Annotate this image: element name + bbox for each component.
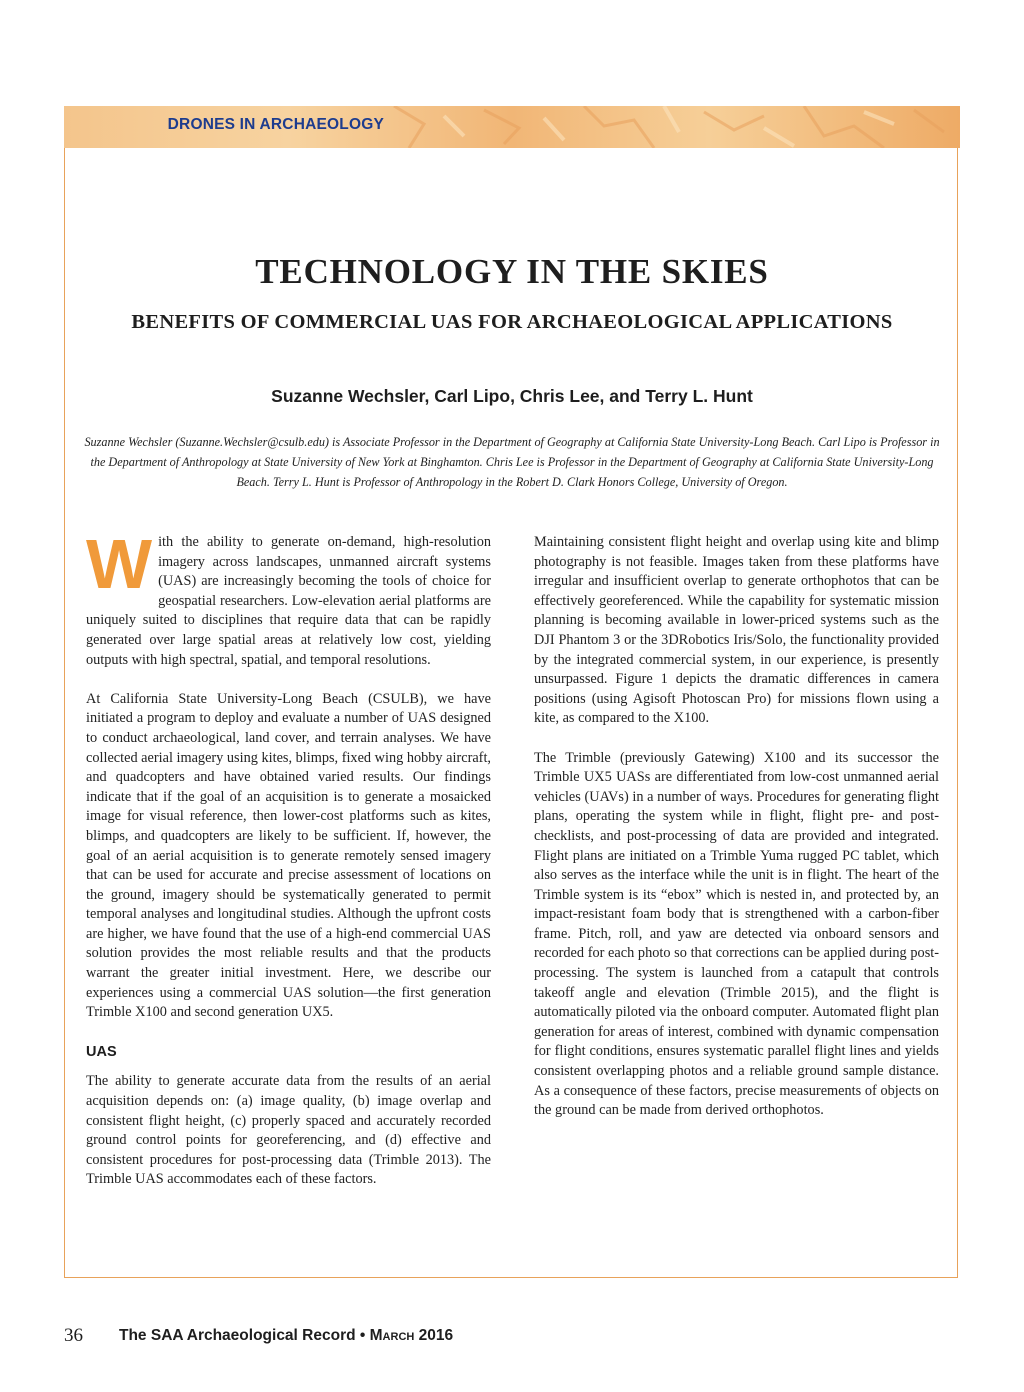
intro-text: ith the ability to generate on-demand, high-resolution imagery across landscapes, unmanned aircraft systems (UAS) are increasingly becoming the tools of choice for geospatial researchers. Low-elevation aerial platforms are uniquely suited to disciplines that require data that can be rapidly generated over large spatial areas at relatively low cost, yielding outputs with high spectral, spatial, and temporal resolutions. — [86, 534, 491, 668]
footer-separator: • — [359, 1327, 366, 1344]
text-column-right — [534, 533, 939, 1140]
paragraph-csulb: At California State University-Long Beach (CSULB), we have initiated a program to deploy and evaluate a number of UAS designed to conduct archaeological, land cover, and terrain analyses. We have collected aerial imagery using kites, blimps, fixed wing hobby aircraft, and quadcopters and have obtained varied results. Our findings indicate that if the goal of an acquisition is to generate a mosaicked image for visual reference, then lower-cost platforms such as kites, blimps, and quadcopters are likely to be sufficient. If, however, the goal of an aerial acquisition is to generate remotely sensed imagery that can be used for accurate and precise assessment of locations on the ground, imagery should be systematically generated to permit temporal analyses and longitudinal studies. Although the upfront costs are higher, we have found that the use of a high-end commercial UAS solution provides the most reliable results and that the products warrant the greater initial investment. Here, we describe our experiences using a commercial UAS solution—the first generation Trimble X100 and second generation UX5. — [86, 690, 491, 1021]
page-footer — [64, 1325, 664, 1351]
paragraph-intro — [86, 525, 491, 670]
section-label: DRONES IN ARCHAEOLOGY — [167, 116, 384, 133]
journal-citation — [119, 1327, 453, 1345]
issue-date: March 2016 — [369, 1327, 454, 1344]
text-column-left — [86, 525, 491, 1210]
section-heading-uas: UAS — [86, 1043, 117, 1060]
article-subtitle: BENEFITS OF COMMERCIAL UAS FOR ARCHAEOLOGICAL APPLICATIONS — [131, 311, 893, 333]
paragraph-trimble: The Trimble (previously Gatewing) X100 and its successor the Trimble UX5 UASs are differentiated from low-cost unmanned aerial vehicles (UAVs) in a number of ways. Procedures for generating flight plans, operating the system while in flight, flight pre- and post-checklists, and post-processing of data are provided and integrated. Flight plans are initiated on a Trimble Yuma rugged PC tablet, which also serves as the interface while the unit is in flight. The heart of the Trimble system is its “ebox” which is nested in, and protected by, an impact-resistant foam body that is strengthened with a carbon-fiber frame. Pitch, roll, and yaw are detected via onboard sensors and recorded for each photo so that corrections can be applied during post-processing. The system is launched from a catapult that controls takeoff angle and elevation (Trimble 2015), and the flight is automatically piloted via the onboard computer. Automated flight plan generation for areas of interest, combined with dynamic compensation for flight conditions, ensures systematic parallel flight lines and yields consistent overlapping photos and a reliable ground sample distance. As a consequence of these factors, precise measurements of objects on the ground can be made from derived orthophotos. — [534, 749, 939, 1119]
page-number: 36 — [64, 1325, 83, 1346]
paragraph-flight-height: Maintaining consistent flight height and overlap using kite and blimp photography is not feasible. Images taken from these platforms have irregular and insufficient overlap to generate orthophotos that can be effectively georeferenced. While the capability for systematic mission planning is becoming available in lower-priced systems such as the DJI Phantom 3 or the 3DRobotics Iris/Solo, the functionality provided by the integrated commercial system, in our experience, is presently unsurpassed. Figure 1 depicts the dramatic differences in camera positions (using Agisoft Photoscan Pro) for missions flown using a kite, as compared to the X100. — [534, 534, 939, 727]
section-banner — [64, 106, 960, 148]
author-bios: Suzanne Wechsler (Suzanne.Wechsler@csulb.edu) is Associate Professor in the Department of Geography at California State University-Long Beach. Carl Lipo is Professor in the Department of Anthropology at State University of New York at Binghamton. Chris Lee is Professor in the Department of Geography at California State University-Long Beach. Terry L. Hunt is Professor of Anthropology in the Robert D. Clark Honors College, University of Oregon. — [84, 435, 940, 489]
author-list: Suzanne Wechsler, Carl Lipo, Chris Lee, and Terry L. Hunt — [271, 386, 753, 406]
paragraph-uas: The ability to generate accurate data from the results of an aerial acquisition depends on: (a) image quality, (b) image overlap and consistent flight height, (c) properly spaced and accurately recorded ground control points for georeferencing, and (d) effective and consistent procedures for post-processing data (Trimble 2013). The Trimble UAS accommodates each of these factors. — [86, 1073, 491, 1188]
journal-name: The SAA Archaeological Record — [119, 1327, 356, 1344]
drop-cap: W — [86, 525, 153, 603]
article-title: TECHNOLOGY IN THE SKIES — [255, 252, 769, 291]
